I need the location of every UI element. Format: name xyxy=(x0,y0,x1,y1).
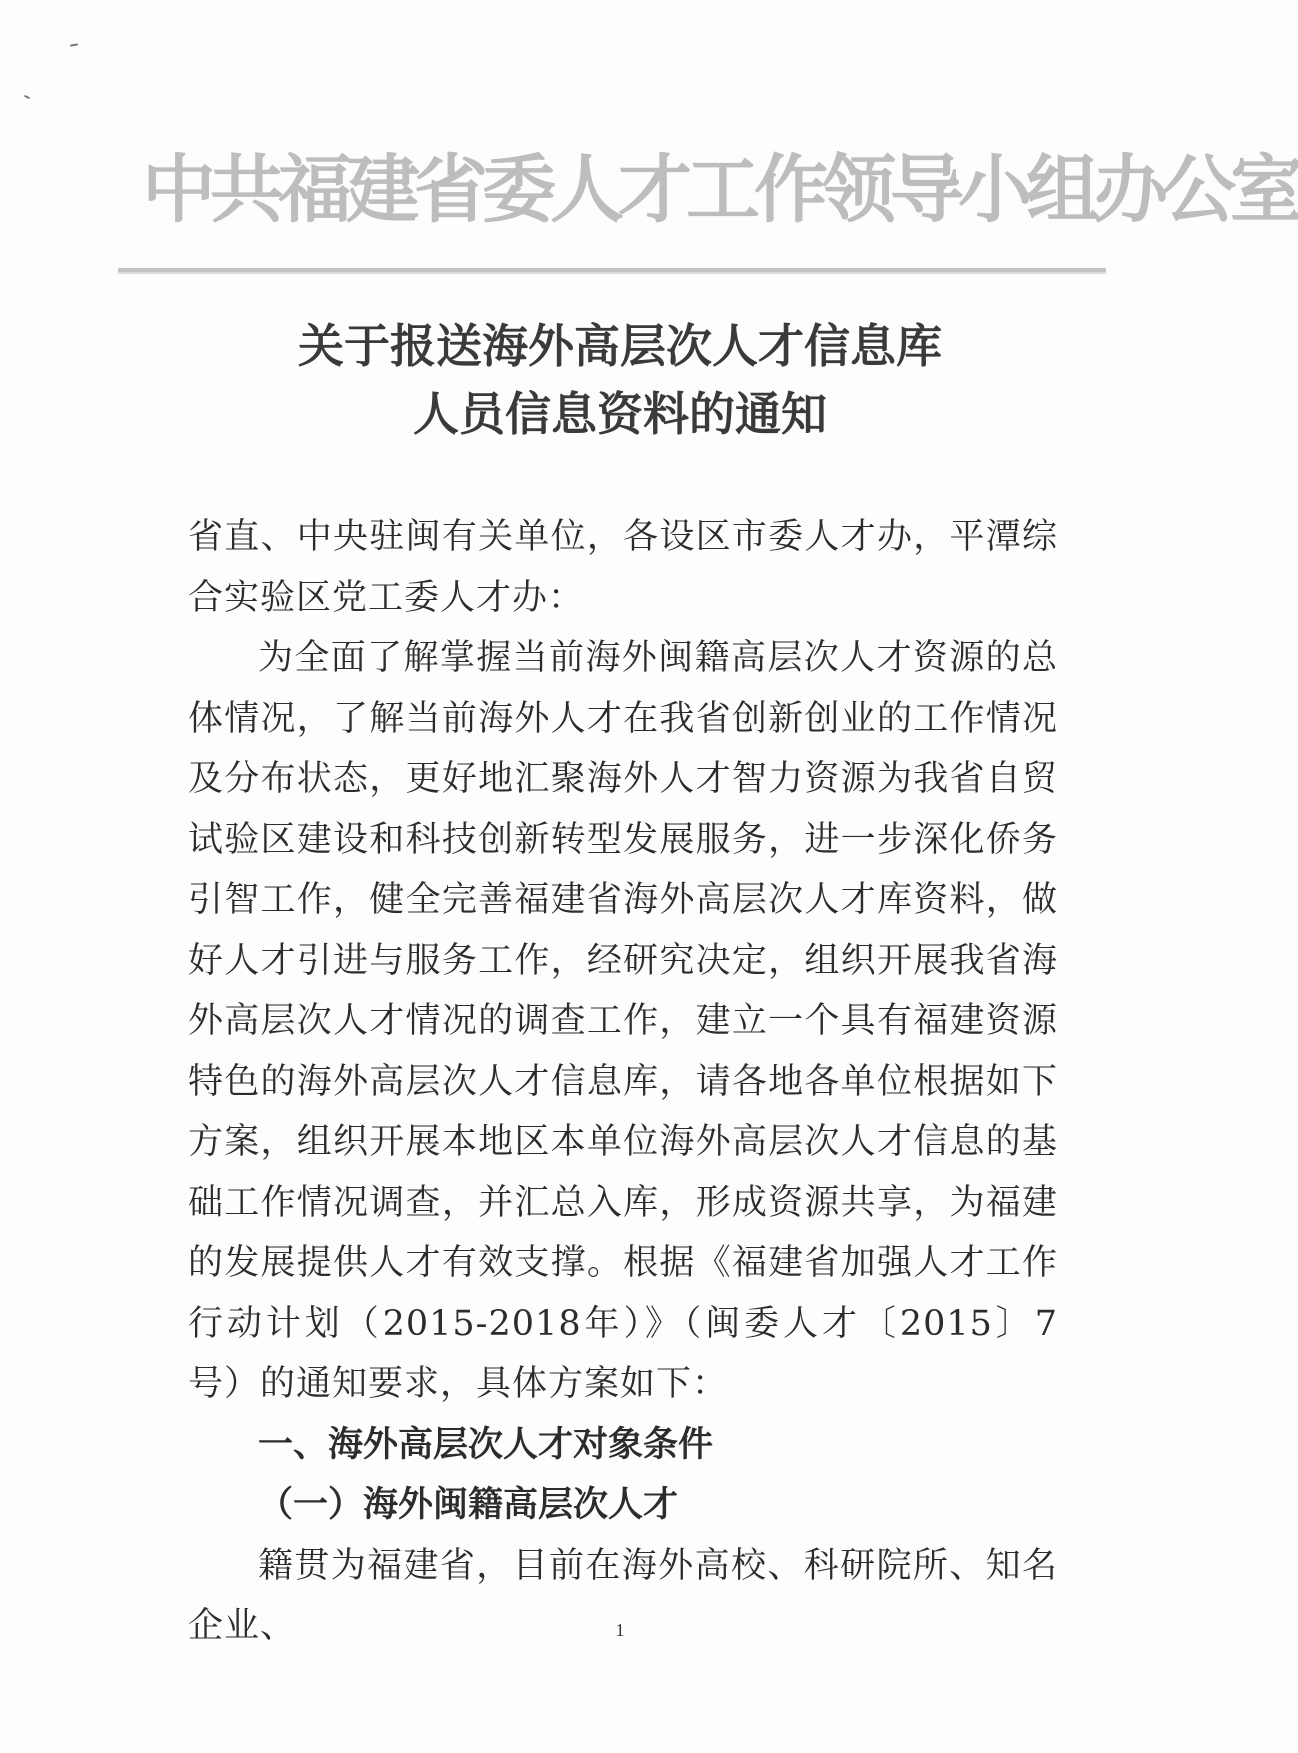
document-body xyxy=(188,507,1058,1657)
letterhead-rule xyxy=(118,268,1106,272)
subsection-text: 籍贯为福建省，目前在海外高校、科研院所、知名企业、 xyxy=(188,1545,1058,1646)
document-title-line: 人员信息资料的通知 xyxy=(413,387,827,441)
scan-speck xyxy=(24,95,30,99)
document-title xyxy=(200,312,1040,448)
addressee: 省直、中央驻闽有关单位，各设区市委人才办，平潭综合实验区党工委人才办： xyxy=(188,517,1058,618)
subsection-heading: （一）海外闽籍高层次人才 xyxy=(258,1485,679,1525)
letterhead-issuer: 中共福建省委人才工作领导小组办公室 xyxy=(142,147,1298,233)
page-number: 1 xyxy=(615,1620,625,1640)
document-title-line: 关于报送海外高层次人才信息库 xyxy=(298,319,942,373)
body-paragraph: 为全面了解掌握当前海外闽籍高层次人才资源的总体情况，了解当前海外人才在我省创新创业的工作情况及分布状态，更好地汇聚海外人才智力资源为我省自贸试验区建设和科技创新转型发展服务，进一步深化侨务引智工作，健全完善福建省海外高层次人才库资料，做好人才引进与服务工作，经研究决定，组织开展我省海外高层次人才情况的调查工作，建立一个具有福建资源特色的海外高层次人才信息库，请各地各单位根据如下方案，组织开展本地区本单位海外高层次人才信息的基础工作情况调查，并汇总入库，形成资源共享，为福建的发展提供人才有效支撑。根据《福建省加强人才工作行动计划（2015-2018年）》（闽委人才〔2015〕7号）的通知要求，具体方案如下： xyxy=(188,638,1058,1404)
scan-speck xyxy=(70,43,78,46)
section-heading: 一、海外高层次人才对象条件 xyxy=(258,1424,714,1465)
